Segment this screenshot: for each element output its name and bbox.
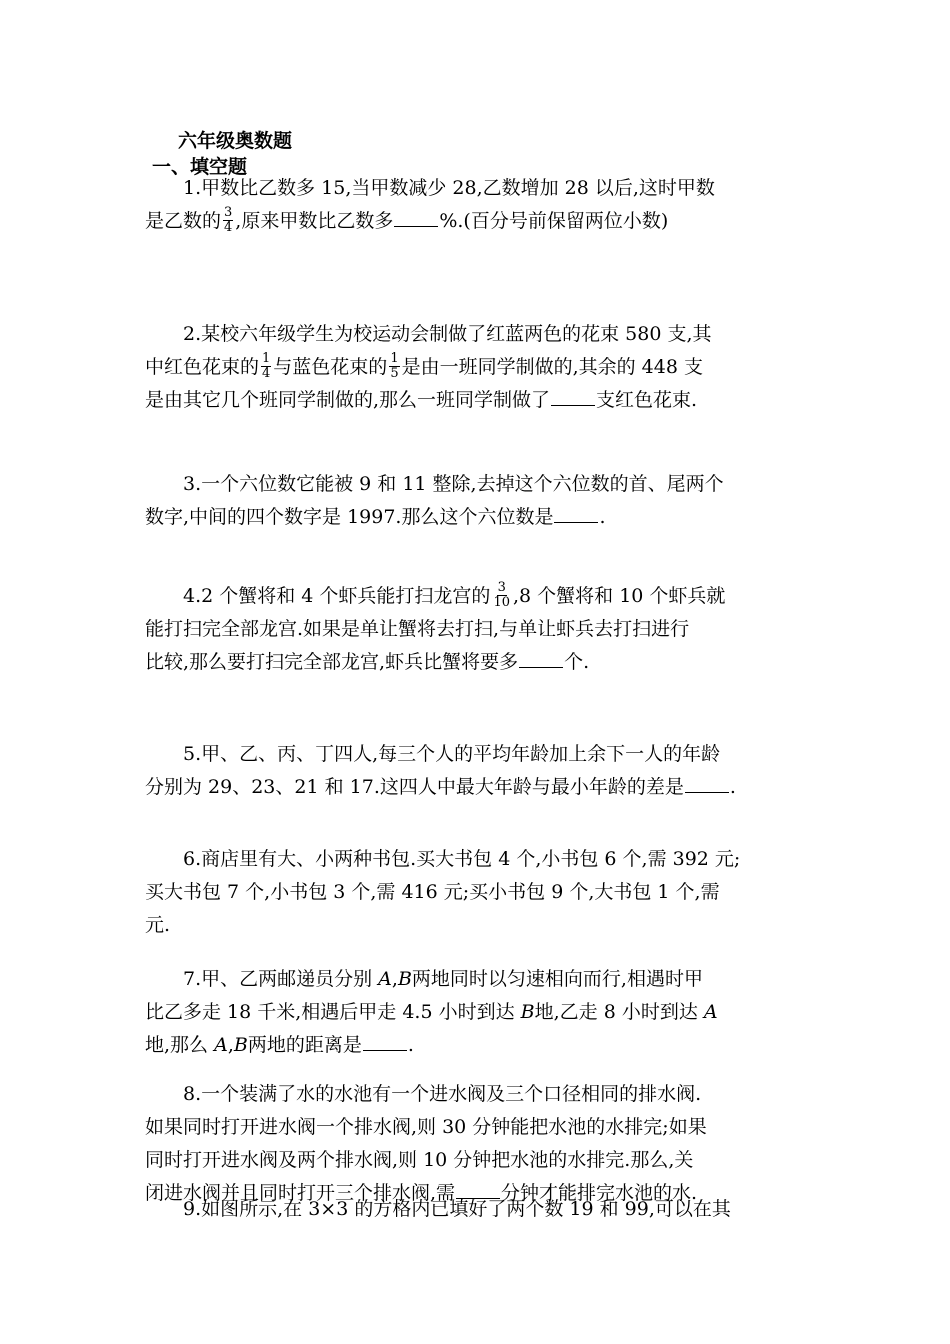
q4-fraction — [492, 581, 511, 610]
q7-text: , — [227, 1034, 234, 1056]
fraction-numerator: 3 — [497, 579, 506, 595]
point-b-label: B — [520, 1001, 535, 1023]
fraction-denominator: 5 — [390, 365, 399, 381]
q2-text: 与蓝色花束的 — [273, 356, 388, 378]
q2-text: 是由其它几个班同学制做的,那么一班同学制做了 — [145, 389, 551, 411]
answer-blank — [394, 208, 438, 227]
answer-blank — [551, 387, 595, 406]
q1-fraction — [223, 206, 233, 235]
point-a-label: A — [378, 968, 392, 990]
q4-text: ,8 个蟹将和 10 个虾兵就 — [512, 585, 726, 607]
q2-text: 支红色花束. — [596, 389, 698, 411]
q1-line-1: 1.甲数比乙数多 15,当甲数减少 28,乙数增加 28 以后,这时甲数 — [183, 177, 715, 199]
fraction-denominator: 10 — [493, 594, 510, 610]
q4-text: 个. — [564, 651, 590, 673]
question-2 — [145, 318, 810, 417]
q7-text: . — [407, 1034, 414, 1056]
q8-line-1: 8.一个装满了水的水池有一个进水阀及三个口径相同的排水阀. — [183, 1083, 702, 1105]
question-9 — [145, 1193, 810, 1226]
answer-blank — [519, 649, 563, 668]
q4-text: 4.2 个蟹将和 4 个虾兵能打扫龙宫的 — [183, 585, 491, 607]
answer-blank — [363, 1032, 407, 1051]
q2-line-1: 2.某校六年级学生为校运动会制做了红蓝两色的花束 580 支,其 — [183, 323, 712, 345]
q7-text: , — [391, 968, 398, 990]
fraction-numerator: 1 — [390, 350, 399, 366]
fraction-denominator: 4 — [224, 219, 233, 235]
point-a-label: A — [703, 1001, 718, 1023]
q6-line-1: 6.商店里有大、小两种书包.买大书包 4 个,小书包 6 个,需 392 元; — [183, 848, 741, 870]
q7-text: 地,乙走 8 小时到达 — [534, 1001, 704, 1023]
q4-text: 能打扫完全部龙宫.如果是单让蟹将去打扫,与单让虾兵去打扫进行 — [145, 618, 690, 640]
question-5 — [145, 738, 810, 804]
question-7 — [145, 963, 810, 1062]
q5-text: . — [729, 776, 736, 798]
q1-text: %.(百分号前保留两位小数) — [439, 210, 669, 232]
answer-blank — [685, 774, 729, 793]
q2-fraction-1 — [261, 352, 271, 381]
q8-line-3: 同时打开进水阀及两个排水阀,则 10 分钟把水池的水排完.那么,关 — [145, 1149, 694, 1171]
q2-text: 中红色花束的 — [145, 356, 260, 378]
q4-text: 比较,那么要打扫完全部龙宫,虾兵比蟹将要多 — [145, 651, 519, 673]
q9-line-1: 9.如图所示,在 3×3 的方格内已填好了两个数 19 和 99,可以在其 — [183, 1198, 731, 1220]
section-heading: 一、填空题 — [152, 156, 248, 178]
q8-text: 闭进水阀并且同时打开三个排水阀,需 — [145, 1182, 456, 1204]
q7-text: 比乙多走 18 千米,相遇后甲走 4.5 小时到达 — [145, 1001, 521, 1023]
question-3 — [145, 468, 810, 534]
q5-line-1: 5.甲、乙、丙、丁四人,每三个人的平均年龄加上余下一人的年龄 — [183, 743, 721, 765]
point-b-label: B — [233, 1034, 248, 1056]
fraction-denominator: 4 — [262, 365, 271, 381]
fraction-numerator: 3 — [224, 204, 233, 220]
question-8 — [145, 1078, 810, 1210]
q8-text: 分钟才能排完水池的水. — [501, 1182, 698, 1204]
q6-line-3: 元. — [145, 914, 171, 936]
q1-text: ,原来甲数比乙数多 — [235, 210, 394, 232]
page-title: 六年级奥数题 — [178, 130, 293, 152]
q3-line-1: 3.一个六位数它能被 9 和 11 整除,去掉这个六位数的首、尾两个 — [183, 473, 724, 495]
point-a-label: A — [214, 1034, 228, 1056]
question-6 — [145, 843, 810, 942]
question-4 — [145, 580, 810, 679]
q7-text: 地,那么 — [145, 1034, 215, 1056]
q5-text: 分别为 29、23、21 和 17.这四人中最大年龄与最小年龄的差是 — [145, 776, 684, 798]
q7-text: 两地的距离是 — [247, 1034, 362, 1056]
fraction-numerator: 1 — [262, 350, 271, 366]
q2-text: 是由一班同学制做的,其余的 448 支 — [401, 356, 703, 378]
q2-fraction-2 — [389, 352, 399, 381]
q8-line-2: 如果同时打开进水阀一个排水阀,则 30 分钟能把水池的水排完;如果 — [145, 1116, 707, 1138]
q3-text: 数字,中间的四个数字是 1997.那么这个六位数是 — [145, 506, 554, 528]
point-b-label: B — [397, 968, 412, 990]
answer-blank — [554, 504, 598, 523]
q7-text: 7.甲、乙两邮递员分别 — [183, 968, 379, 990]
q1-text: 是乙数的 — [145, 210, 222, 232]
q6-line-2: 买大书包 7 个,小书包 3 个,需 416 元;买小书包 9 个,大书包 1 个,需 — [145, 881, 720, 903]
q7-text: 两地同时以匀速相向而行,相遇时甲 — [411, 968, 703, 990]
q3-text: . — [599, 506, 606, 528]
question-1 — [145, 172, 810, 238]
